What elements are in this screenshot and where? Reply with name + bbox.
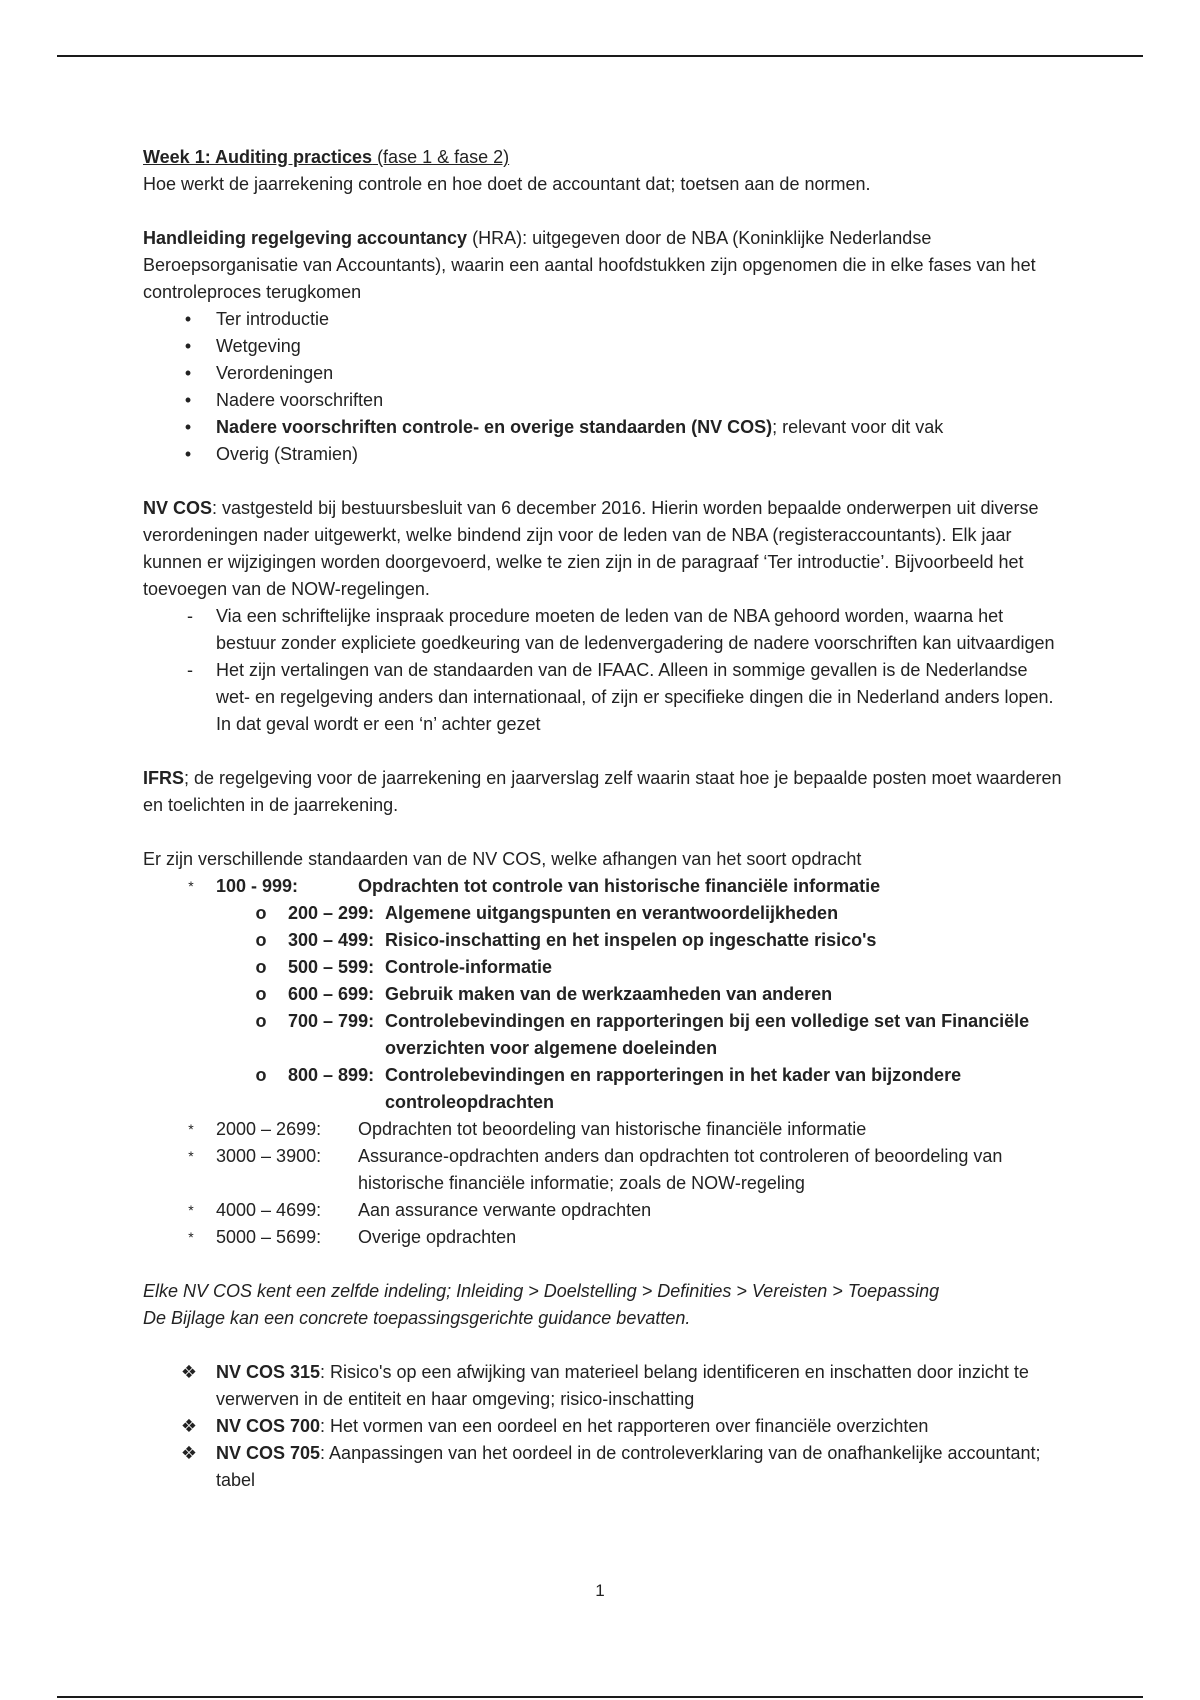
standard-range [143, 1116, 1063, 1143]
sub-desc: Gebruik maken van de werkzaamheden van anderen [385, 984, 833, 1004]
sub-code: 600 – 699: [288, 984, 375, 1004]
sub-standard [143, 1062, 1063, 1116]
hra-list-item [143, 414, 1063, 441]
circle-bullet-icon: o [255, 1011, 267, 1031]
hra-item-text: Wetgeving [216, 336, 301, 356]
nvcos-point-text: Via een schriftelijke inspraak procedure moeten de leden van de NBA gehoord worden, waarna het bestuur zonder expliciete goedkeuring van de ledenvergadering de nadere voorschriften kan uitvaardigen [216, 606, 1055, 653]
range-code: 4000 – 4699: [216, 1200, 322, 1220]
dash-icon: - [187, 606, 193, 626]
sub-desc: Risico-inschatting en het inspelen op ingeschatte risico's [385, 930, 877, 950]
bullet-icon: • [184, 363, 192, 383]
circle-bullet-icon: o [255, 903, 267, 923]
key-standard [143, 1359, 1063, 1413]
standards-intro: Er zijn verschillende standaarden van de NV COS, welke afhangen van het soort opdracht [143, 849, 862, 869]
dash-icon: - [187, 660, 193, 680]
nvcos-paragraph [143, 495, 1063, 603]
diamond-bullet-icon: ❖ [180, 1443, 198, 1463]
bullet-icon: • [184, 390, 192, 410]
hra-list-item [143, 360, 1063, 387]
sub-desc: Controlebevindingen en rapporteringen in het kader van bijzondere controleopdrachten [385, 1065, 962, 1112]
hra-item-text: Nadere voorschriften [216, 390, 384, 410]
hra-term: Handleiding regelgeving accountancy [143, 228, 468, 248]
asterisk-icon: * [188, 1202, 194, 1218]
structure-line-2: De Bijlage kan een concrete toepassingsgerichte guidance bevatten. [143, 1308, 691, 1328]
range-code: 2000 – 2699: [216, 1119, 322, 1139]
sub-code: 700 – 799: [288, 1011, 375, 1031]
key-standard-code: NV COS 700 [216, 1416, 321, 1436]
range-desc: Opdrachten tot beoordeling van historische financiële informatie [358, 1119, 867, 1139]
hra-item-bold-rest: ; relevant voor dit vak [772, 417, 944, 437]
hra-list-item [143, 333, 1063, 360]
intro-text: Hoe werkt de jaarrekening controle en hoe doet de accountant dat; toetsen aan de normen. [143, 174, 871, 194]
hra-text: (HRA): uitgegeven door de NBA (Koninklijke Nederlandse Beroepsorganisatie van Accountants), waarin een aantal hoofdstukken zijn opgenomen die in elke fases van het controleproces terugkomen [143, 228, 1036, 302]
circle-bullet-icon: o [255, 957, 267, 977]
range-desc: Assurance-opdrachten anders dan opdrachten tot controleren of beoordeling van historische financiële informatie; zoals de NOW-regeling [358, 1146, 1003, 1193]
sub-standard [143, 981, 1063, 1008]
sub-standard [143, 900, 1063, 927]
sub-code: 800 – 899: [288, 1065, 375, 1085]
circle-bullet-icon: o [255, 984, 267, 1004]
key-standard [143, 1413, 1063, 1440]
circle-bullet-icon: o [255, 930, 267, 950]
hra-paragraph [143, 225, 1063, 306]
title-bold: Week 1: Auditing practices [143, 147, 373, 167]
asterisk-icon: * [188, 878, 194, 894]
standard-range [143, 1143, 1063, 1197]
range-code: 5000 – 5699: [216, 1227, 322, 1247]
asterisk-icon: * [188, 1121, 194, 1137]
bullet-icon: • [184, 336, 192, 356]
nvcos-point [143, 603, 1063, 657]
hra-list-item [143, 441, 1063, 468]
sub-standard [143, 1008, 1063, 1062]
structure-line-1: Elke NV COS kent een zelfde indeling; Inleiding > Doelstelling > Definities > Vereisten > Toepassing [143, 1281, 940, 1301]
range-code: 100 - 999: [216, 876, 299, 896]
key-standard-code: NV COS 315 [216, 1362, 321, 1382]
key-standard-code: NV COS 705 [216, 1443, 321, 1463]
standard-range [143, 1197, 1063, 1224]
bullet-icon: • [184, 417, 192, 437]
asterisk-icon: * [188, 1229, 194, 1245]
key-standard-text: : Risico's op een afwijking van materieel belang identificeren en inschatten door inzicht te verwerven in de entiteit en haar omgeving; risico-inschatting [216, 1362, 1029, 1409]
diamond-bullet-icon: ❖ [180, 1416, 198, 1436]
sub-desc: Controlebevindingen en rapporteringen bij een volledige set van Financiële overzichten voor algemene doeleinden [385, 1011, 1030, 1058]
key-standard-text: : Aanpassingen van het oordeel in de controleverklaring van de onafhankelijke accountant; tabel [216, 1443, 1041, 1490]
sub-code: 200 – 299: [288, 903, 375, 923]
sub-code: 300 – 499: [288, 930, 375, 950]
ifrs-paragraph [143, 765, 1063, 819]
nvcos-point [143, 657, 1063, 738]
asterisk-icon: * [188, 1148, 194, 1164]
nvcos-term: NV COS [143, 498, 213, 518]
hra-item-bold: Nadere voorschriften controle- en overige standaarden (NV COS) [216, 417, 773, 437]
header-rule [57, 55, 1143, 57]
title-rest: (fase 1 & fase 2) [372, 147, 510, 167]
ifrs-term: IFRS [143, 768, 185, 788]
sub-desc: Algemene uitgangspunten en verantwoordelijkheden [385, 903, 839, 923]
hra-item-text: Ter introductie [216, 309, 330, 329]
ifrs-text: ; de regelgeving voor de jaarrekening en jaarverslag zelf waarin staat hoe je bepaalde posten moet waarderen en toelichten in de jaarrekening. [143, 768, 1062, 815]
range-desc: Aan assurance verwante opdrachten [358, 1200, 652, 1220]
sub-standard [143, 954, 1063, 981]
hra-list-item [143, 387, 1063, 414]
range-code: 3000 – 3900: [216, 1146, 322, 1166]
sub-standard [143, 927, 1063, 954]
hra-list-item [143, 306, 1063, 333]
page-number: 1 [595, 1581, 605, 1600]
hra-item-text: Verordeningen [216, 363, 334, 383]
key-standard-text: : Het vormen van een oordeel en het rapporteren over financiële overzichten [320, 1416, 929, 1436]
sub-code: 500 – 599: [288, 957, 375, 977]
page-title [143, 144, 1063, 171]
range-desc: Opdrachten tot controle van historische financiële informatie [358, 876, 881, 896]
nvcos-point-text: Het zijn vertalingen van de standaarden van de IFAAC. Alleen in sommige gevallen is de Nederlandse wet- en regelgeving anders dan internationaal, of zijn er specifieke dingen die in Nederland anders lopen. In dat geval wordt er een ‘n’ achter gezet [216, 660, 1054, 734]
document-body [143, 144, 1063, 1494]
circle-bullet-icon: o [255, 1065, 267, 1085]
range-desc: Overige opdrachten [358, 1227, 517, 1247]
standard-range [143, 1224, 1063, 1251]
bullet-icon: • [184, 444, 192, 464]
standard-range-main [143, 873, 1063, 900]
hra-item-text: Overig (Stramien) [216, 444, 359, 464]
footer-rule [57, 1696, 1143, 1698]
sub-desc: Controle-informatie [385, 957, 553, 977]
key-standard [143, 1440, 1063, 1494]
nvcos-text: : vastgesteld bij bestuursbesluit van 6 december 2016. Hierin worden bepaalde onderwerpen uit diverse verordeningen nader uitgewerkt, welke bindend zijn voor de leden van de NBA (registeraccountants). Elk jaar kunnen er wijzigingen worden doorgevoerd, welke te zien zijn in de paragraaf ‘Ter introductie’. Bijvoorbeeld het toevoegen van de NOW-regelingen. [143, 498, 1039, 599]
diamond-bullet-icon: ❖ [180, 1362, 198, 1382]
bullet-icon: • [184, 309, 192, 329]
